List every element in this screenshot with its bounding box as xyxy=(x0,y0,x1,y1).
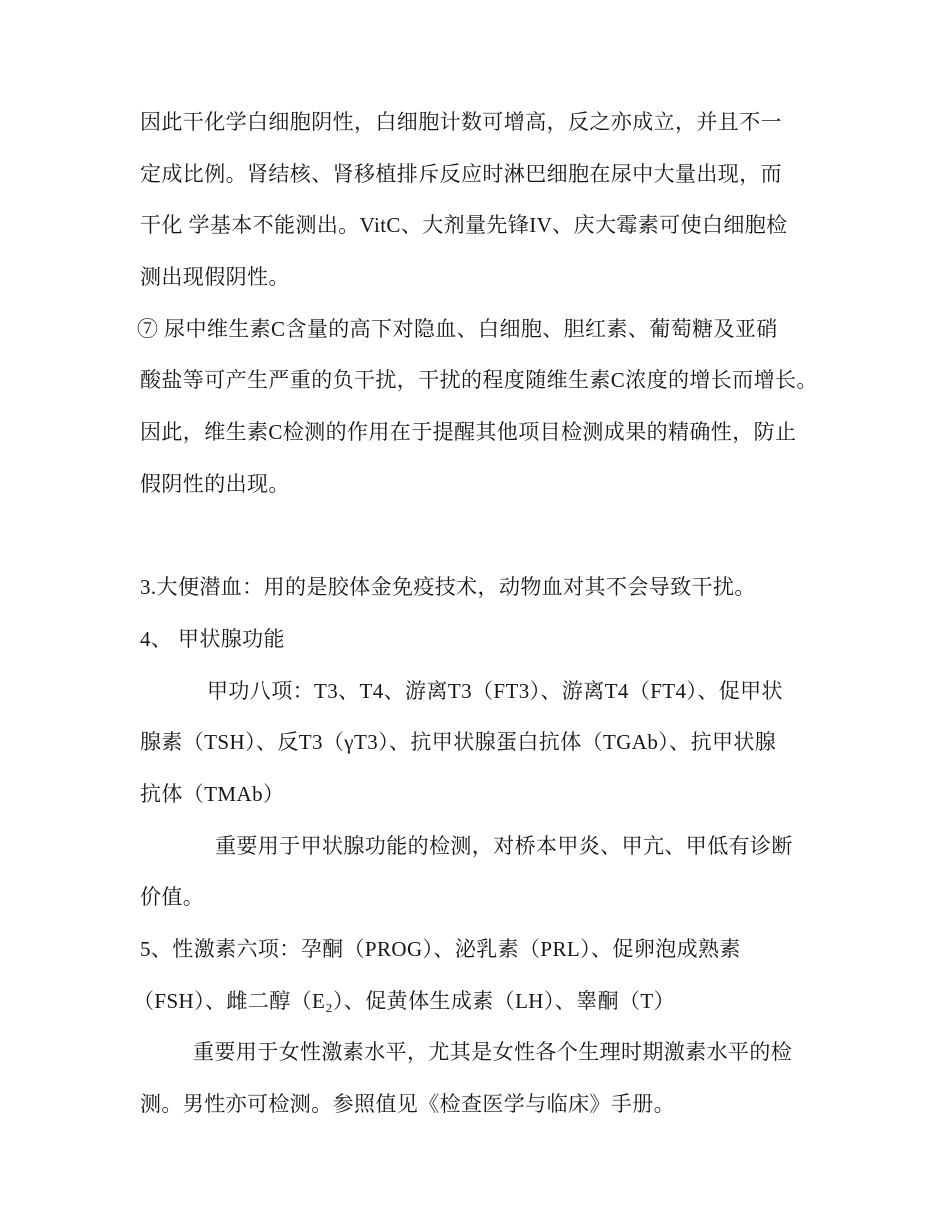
text-line: 腺素（TSH）、反T3（γT3）、抗甲状腺蛋白抗体（TGAb）、抗甲状腺 xyxy=(140,730,777,755)
text-line: 甲功八项：T3、T4、游离T3（FT3）、游离T4（FT4）、促甲状 xyxy=(207,678,783,703)
text-line: 因此干化学白细胞阴性，白细胞计数可增高，反之亦成立，并且不一 xyxy=(140,110,782,134)
text-line: 5、性激素六项：孕酮（PROG）、泌乳素（PRL）、促卵泡成熟素 xyxy=(140,937,741,961)
text-line: 重要用于女性激素水平，尤其是女性各个生理时期激素水平的检 xyxy=(193,1040,793,1065)
text-line: 重要用于甲状腺功能的检测，对桥本甲炎、甲亢、甲低有诊断 xyxy=(215,833,793,858)
text-line: 假阴性的出现。 xyxy=(140,471,290,496)
text-block xyxy=(133,97,852,1131)
blank-line xyxy=(140,511,852,563)
text-line: 定成比例。肾结核、肾移植排斥反应时淋巴细胞在尿中大量出现，而 xyxy=(140,161,782,186)
text-line: 抗体（TMAb） xyxy=(140,781,285,806)
text-line: 因此，维生素C检测的作用在于提醒其他项目检测成果的精确性，防止 xyxy=(140,420,797,445)
text-line: 酸盐等可产生严重的负干扰，干扰的程度随维生素C浓度的增长而增长。 xyxy=(140,368,818,393)
text-line: （FSH）、雌二醇（E₂）、促黄体生成素（LH）、睾酮（T） xyxy=(133,988,675,1013)
text-line: 测出现假阴性。 xyxy=(140,265,290,290)
text-line: 干化 学基本不能测出。VitC、大剂量先锋IV、庆大霉素可使白细胞检 xyxy=(140,213,788,238)
text-line: 4、 甲状腺功能 xyxy=(140,626,285,651)
text-line: 3.大便潜血：用的是胶体金免疫技术，动物血对其不会导致干扰。 xyxy=(140,575,756,600)
text-line: ⑦ 尿中维生素C含量的高下对隐血、白细胞、胆红素、葡萄糖及亚硝 xyxy=(137,316,778,341)
text-line: 测。男性亦可检测。参照值见《检查医学与临床》手册。 xyxy=(140,1092,675,1117)
text-line: 价值。 xyxy=(140,885,205,910)
